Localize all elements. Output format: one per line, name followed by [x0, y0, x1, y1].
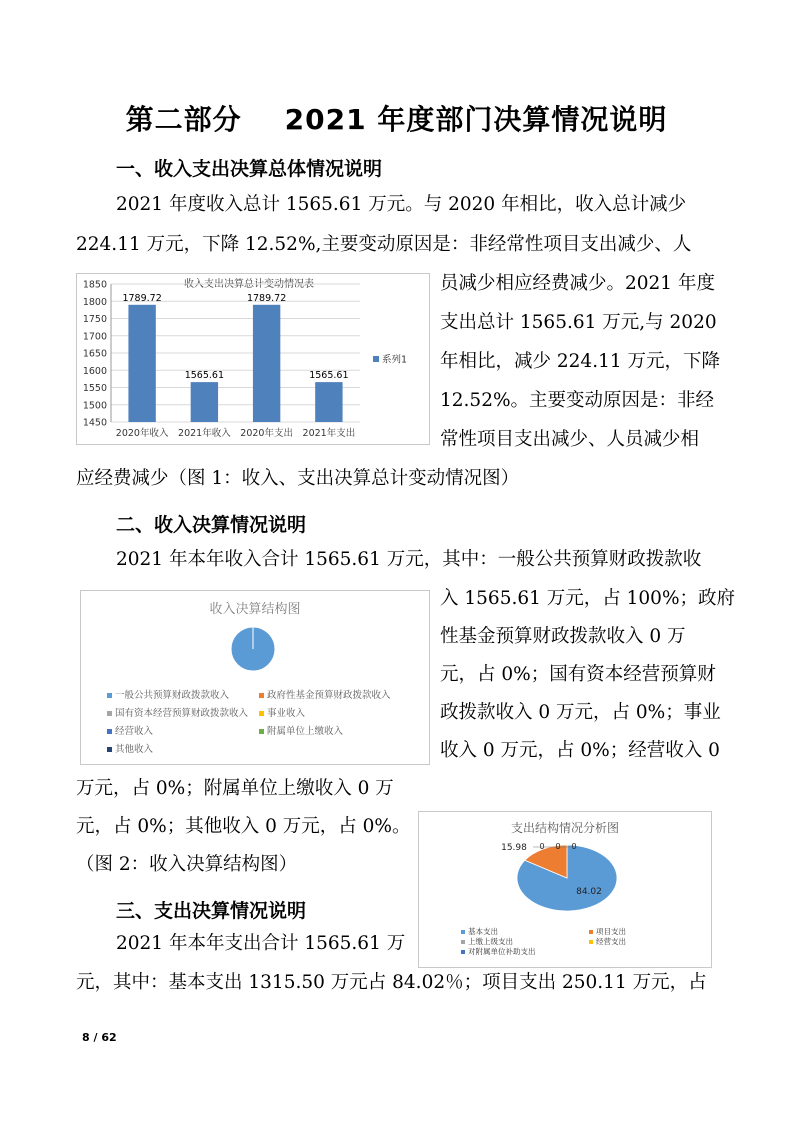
s2-line-1: 2021 年本年收入合计 1565.61 万元，其中：一般公共预算财政拨款收 [116, 549, 702, 570]
expense-pie-chart [419, 812, 711, 967]
y-tick-label: 1550 [82, 383, 107, 394]
s2-line-4: 元，占 0%；国有资本经营预算财 [440, 664, 716, 685]
s2-line-7: 万元，占 0%；附属单位上缴收入 0 万 [76, 778, 394, 799]
section-3-heading: 三、支出决算情况说明 [116, 900, 307, 922]
y-tick-label: 1600 [82, 365, 107, 377]
legend-swatch [259, 729, 264, 734]
s2-line-3: 性基金预算财政拨款收入 0 万 [440, 626, 686, 647]
data-label: 1565.61 [309, 370, 349, 382]
legend-label: 一般公共预算财政拨款收入 [115, 690, 230, 701]
section-2-heading: 二、收入决算情况说明 [116, 514, 307, 536]
legend-label: 上缴上级支出 [468, 937, 513, 946]
income-pie-chart [81, 591, 429, 764]
legend-label: 对附属单位补助支出 [468, 947, 536, 956]
legend-swatch [259, 711, 264, 716]
y-tick-label: 1800 [82, 296, 107, 308]
data-label: 84.02 [576, 887, 602, 897]
chart-title: 收入支出决算总计变动情况表 [184, 279, 314, 290]
x-tick-label: 2021年收入 [178, 428, 231, 439]
legend-label: 附属单位上缴收入 [267, 726, 344, 737]
data-label: 0 [539, 842, 545, 851]
s1-line-3: 员减少相应经费减少。2021 年度 [440, 273, 715, 294]
legend-label: 基本支出 [468, 927, 498, 936]
legend-label: 经营支出 [596, 937, 626, 946]
legend-label: 经营收入 [115, 726, 154, 737]
s2-line-8: 元，占 0%；其他收入 0 万元，占 0%。 [76, 816, 411, 837]
legend-label: 事业收入 [267, 708, 306, 719]
data-label: 0 [571, 842, 577, 851]
legend-label: 系列1 [382, 354, 408, 366]
legend-swatch [107, 711, 112, 716]
s2-line-9: （图 2：收入决算结构图） [76, 854, 298, 875]
y-tick-label: 1850 [82, 279, 107, 291]
s3-line-2: 元，其中：基本支出 1315.50 万元占 84.02％；项目支出 250.11 万元，占 [76, 972, 707, 993]
legend-swatch [107, 747, 112, 752]
s1-line-5: 年相比，减少 224.11 万元，下降 [440, 351, 720, 372]
bar [191, 382, 218, 422]
bar-chart-panel [76, 273, 430, 445]
legend-swatch [373, 356, 379, 362]
legend-swatch [589, 940, 593, 944]
data-label: 1789.72 [246, 292, 287, 304]
section-1-heading: 一、收入支出决算总体情况说明 [116, 158, 383, 180]
s1-line-7: 常性项目支出减少、人员减少相 [440, 429, 700, 450]
chart-title: 收入决算结构图 [209, 602, 301, 617]
legend-swatch [259, 693, 264, 698]
legend-swatch [107, 693, 112, 698]
y-tick-label: 1650 [82, 348, 107, 360]
y-tick-label: 1500 [82, 400, 107, 412]
s2-line-2: 入 1565.61 万元，占 100%；政府 [440, 588, 736, 609]
page-title: 第二部分 2021 年度部门决算情况说明 [125, 103, 668, 136]
income-pie-panel [80, 590, 430, 765]
x-tick-label: 2021年支出 [302, 428, 356, 439]
y-tick-label: 1700 [82, 331, 107, 343]
s2-line-5: 政拨款收入 0 万元，占 0%；事业 [440, 702, 721, 723]
bar [128, 305, 155, 422]
bar [315, 382, 342, 422]
legend-swatch [461, 930, 465, 934]
s1-line-2: 224.11 万元，下降 12.52%,主要变动原因是：非经常性项目支出减少、人 [76, 234, 692, 255]
data-label: 1789.72 [122, 292, 162, 304]
data-label: 15.98 [501, 843, 527, 853]
bar [253, 305, 280, 422]
legend-label: 政府性基金预算财政拨款收入 [267, 690, 391, 701]
s1-line-4: 支出总计 1565.61 万元,与 2020 [440, 312, 717, 333]
y-tick-label: 1750 [82, 314, 107, 325]
chart-title: 支出结构情况分析图 [510, 821, 620, 835]
legend-swatch [589, 930, 593, 934]
legend-label: 其他收入 [115, 744, 154, 755]
s1-line-1: 2021 年度收入总计 1565.61 万元。与 2020 年相比，收入总计减少 [116, 194, 687, 215]
legend-label: 项目支出 [596, 927, 626, 936]
y-tick-label: 1450 [82, 417, 107, 429]
data-label: 1565.61 [184, 370, 225, 382]
bar-chart [77, 274, 429, 444]
s1-line-6: 12.52%。主要变动原因是：非经 [440, 390, 715, 411]
expense-pie-panel [418, 811, 712, 968]
data-label: 0 [555, 842, 561, 851]
x-tick-label: 2020年支出 [240, 428, 293, 439]
legend-swatch [107, 729, 112, 734]
s2-line-6: 收入 0 万元，占 0%；经营收入 0 [440, 740, 720, 761]
page-number: 8 / 62 [82, 1031, 117, 1044]
legend-swatch [461, 950, 465, 954]
legend-label: 国有资本经营预算财政拨款收入 [115, 708, 249, 719]
s1-line-8: 应经费减少（图 1：收入、支出决算总计变动情况图） [76, 468, 520, 489]
legend-swatch [461, 940, 465, 944]
x-tick-label: 2020年收入 [115, 428, 169, 439]
s3-line-1: 2021 年本年支出合计 1565.61 万 [116, 933, 406, 954]
